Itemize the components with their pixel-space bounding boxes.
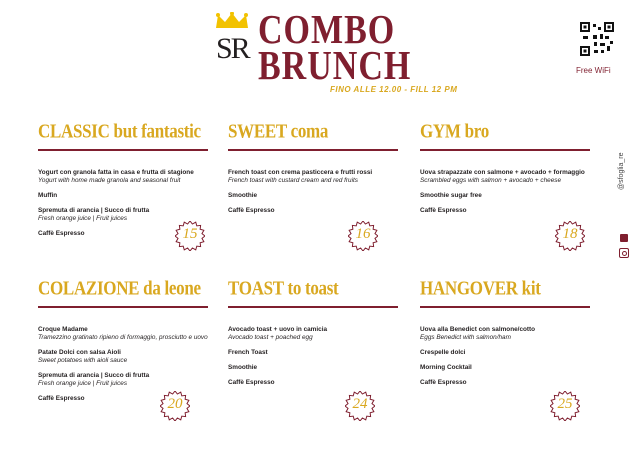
item-name: Caffè Espresso bbox=[228, 206, 275, 214]
list-item bbox=[420, 192, 590, 200]
list-item bbox=[228, 326, 398, 342]
item-list bbox=[228, 169, 398, 215]
item-list bbox=[228, 326, 398, 387]
section-title: TOAST to toast bbox=[228, 277, 339, 299]
section-title: GYM bro bbox=[420, 120, 489, 142]
brand-title-line2: BRUNCH bbox=[258, 44, 412, 89]
item-description: Tramezzino gratinato ripieno di formaggio, prosciutto e uovo bbox=[38, 333, 208, 341]
section-title: HANGOVER kit bbox=[420, 277, 541, 299]
item-description: Avocado toast + poached egg bbox=[228, 333, 313, 341]
price-badge bbox=[550, 391, 580, 421]
price-value: 18 bbox=[562, 226, 578, 242]
item-name: Smoothie sugar free bbox=[420, 191, 482, 199]
item-description: Fresh orange juice | Fruit juices bbox=[38, 379, 128, 387]
list-item bbox=[420, 349, 590, 357]
list-item bbox=[420, 169, 590, 185]
item-list bbox=[420, 169, 590, 215]
item-name: Spremuta di arancia | Succo di frutta bbox=[38, 206, 150, 214]
item-name: Croque Madame bbox=[38, 325, 88, 333]
opening-hours: FINO ALLE 12.00 - FILL 12 PM bbox=[330, 85, 458, 94]
menu-section bbox=[38, 277, 208, 410]
item-name: French Toast bbox=[228, 348, 268, 356]
item-name: Smoothie bbox=[228, 363, 258, 371]
price-badge bbox=[555, 221, 585, 251]
section-divider bbox=[228, 306, 398, 308]
section-divider bbox=[420, 149, 590, 151]
price-badge bbox=[160, 391, 190, 421]
price-badge bbox=[175, 221, 205, 251]
price-value: 25 bbox=[557, 396, 573, 412]
crown-icon bbox=[214, 12, 250, 30]
list-item bbox=[228, 364, 398, 372]
item-description: Sweet potatoes with aioli sauce bbox=[38, 356, 128, 364]
list-item bbox=[228, 379, 398, 387]
item-list bbox=[420, 326, 590, 387]
list-item bbox=[38, 169, 208, 185]
item-name: Caffè Espresso bbox=[38, 229, 85, 237]
logo bbox=[214, 12, 258, 78]
wifi-qr-code-icon[interactable] bbox=[580, 22, 614, 56]
item-name: French toast con crema pasticcera e frutti rossi bbox=[228, 168, 373, 176]
item-name: Caffè Espresso bbox=[228, 378, 275, 386]
menu-section bbox=[228, 120, 398, 222]
price-value: 15 bbox=[182, 226, 198, 242]
list-item bbox=[228, 169, 398, 185]
item-description: French toast with custard cream and red fruits bbox=[228, 176, 358, 184]
item-name: Spremuta di arancia | Succo di frutta bbox=[38, 371, 150, 379]
item-description: Scrambled eggs with salmon + avocado + cheese bbox=[420, 176, 562, 184]
logo-monogram: SR bbox=[216, 32, 249, 65]
menu-section bbox=[228, 277, 398, 394]
menu-section bbox=[420, 277, 590, 394]
item-description: Yogurt with home made granola and seasonal fruit bbox=[38, 176, 181, 184]
wifi-label: Free WiFi bbox=[576, 66, 611, 75]
item-name: Caffè Espresso bbox=[420, 206, 467, 214]
section-title: CLASSIC but fantastic bbox=[38, 120, 201, 142]
price-value: 16 bbox=[355, 226, 371, 242]
price-badge bbox=[345, 391, 375, 421]
list-item bbox=[420, 379, 590, 387]
list-item bbox=[38, 192, 208, 200]
section-title: COLAZIONE da leone bbox=[38, 277, 201, 299]
section-title: SWEET coma bbox=[228, 120, 329, 142]
item-name: Caffè Espresso bbox=[38, 394, 85, 402]
item-name: Uova strapazzate con salmone + avocado + formaggio bbox=[420, 168, 585, 176]
brand-title-line1: COMBO bbox=[258, 8, 396, 53]
list-item bbox=[228, 207, 398, 215]
list-item bbox=[420, 207, 590, 215]
section-divider bbox=[38, 306, 208, 308]
item-name: Muffin bbox=[38, 191, 58, 199]
item-name: Uova alla Benedict con salmone/cotto bbox=[420, 325, 536, 333]
facebook-icon[interactable] bbox=[620, 234, 628, 242]
item-description: Eggs Benedict with salmon/ham bbox=[420, 333, 511, 341]
menu-header bbox=[0, 0, 640, 100]
list-item bbox=[420, 364, 590, 372]
item-name: Avocado toast + uovo in camicia bbox=[228, 325, 328, 333]
list-item bbox=[420, 326, 590, 342]
item-name: Morning Cocktail bbox=[420, 363, 472, 371]
item-name: Smoothie bbox=[228, 191, 258, 199]
list-item bbox=[38, 372, 208, 388]
social-handle[interactable]: @sfoglia_re bbox=[618, 152, 625, 190]
section-divider bbox=[38, 149, 208, 151]
list-item bbox=[228, 192, 398, 200]
item-name: Crespelle dolci bbox=[420, 348, 466, 356]
item-name: Patate Dolci con salsa Aioli bbox=[38, 348, 121, 356]
instagram-icon[interactable] bbox=[619, 248, 629, 258]
price-value: 24 bbox=[352, 396, 368, 412]
item-name: Yogurt con granola fatta in casa e frutta di stagione bbox=[38, 168, 194, 176]
section-divider bbox=[420, 306, 590, 308]
section-divider bbox=[228, 149, 398, 151]
list-item bbox=[228, 349, 398, 357]
item-name: Caffè Espresso bbox=[420, 378, 467, 386]
price-value: 20 bbox=[167, 396, 183, 412]
price-badge bbox=[348, 221, 378, 251]
list-item bbox=[38, 349, 208, 365]
item-description: Fresh orange juice | Fruit juices bbox=[38, 214, 128, 222]
menu-section bbox=[420, 120, 590, 222]
list-item bbox=[38, 326, 208, 342]
